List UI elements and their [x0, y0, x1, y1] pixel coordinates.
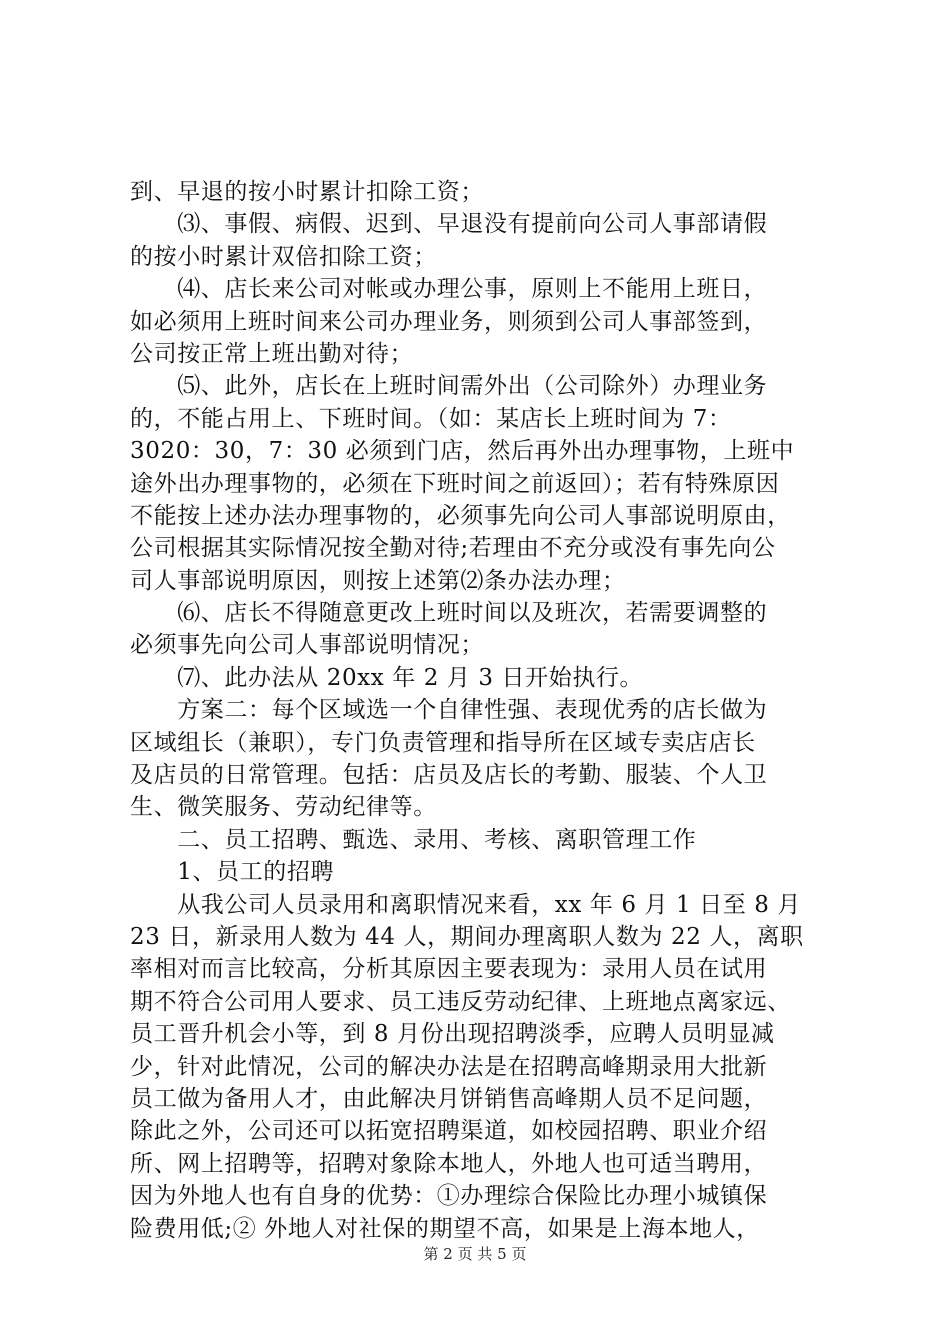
- text-line: 公司按正常上班出勤对待；: [130, 340, 414, 367]
- text-line: 必须事先向公司人事部说明情况；: [130, 632, 484, 659]
- document-body: [130, 176, 850, 1245]
- text-line: ⑹、店长不得随意更改上班时间以及班次，若需要调整的: [130, 600, 768, 627]
- text-line: 的，不能占用上、下班时间。（如：某店长上班时间为 7：: [130, 405, 732, 432]
- text-line: 23 日，新录用人数为 44 人，期间办理离职人数为 22 人，离职: [130, 923, 804, 950]
- text-line: 3020：30，7：30 必须到门店，然后再外出办理事物，上班中: [130, 438, 795, 465]
- text-line: 生、微笑服务、劳动纪律等。: [130, 794, 437, 821]
- text-line: 不能按上述办法办理事物的，必须事先向公司人事部说明原由，: [130, 502, 791, 529]
- section-heading: 二、员工招聘、甄选、录用、考核、离职管理工作: [130, 826, 697, 853]
- text-line: ⑺、此办法从 20xx 年 2 月 3 日开始执行。: [130, 664, 644, 691]
- subsection-heading: 1、员工的招聘: [130, 859, 335, 886]
- text-line: 除此之外，公司还可以拓宽招聘渠道，如校园招聘、职业介绍: [130, 1118, 768, 1145]
- text-line: ⑷、店长来公司对帐或办理公事，原则上不能用上班日，: [130, 276, 768, 303]
- text-line: 所、网上招聘等，招聘对象除本地人，外地人也可适当聘用，: [130, 1150, 768, 1177]
- text-line: 少，针对此情况，公司的解决办法是在招聘高峰期录用大批新: [130, 1053, 768, 1080]
- text-line: ⑶、事假、病假、迟到、早退没有提前向公司人事部请假: [130, 211, 768, 238]
- text-line: 公司根据其实际情况按全勤对待;若理由不充分或没有事先向公: [130, 535, 776, 562]
- text-line: 员工做为备用人才，由此解决月饼销售高峰期人员不足问题，: [130, 1085, 768, 1112]
- text-line: 如必须用上班时间来公司办理业务，则须到公司人事部签到，: [130, 308, 768, 335]
- text-line: 到、早退的按小时累计扣除工资；: [130, 179, 484, 205]
- text-line: 因为外地人也有自身的优势：①办理综合保险比办理小城镇保: [130, 1183, 768, 1210]
- page-number-footer: 第 2 页 共 5 页: [423, 1245, 527, 1263]
- text-line: 区域组长（兼职），专门负责管理和指导所在区域专卖店店长: [130, 729, 756, 756]
- text-line: 期不符合公司用人要求、员工违反劳动纪律、上班地点离家远、: [130, 988, 791, 1015]
- text-line: ⑸、此外，店长在上班时间需外出（公司除外）办理业务: [130, 373, 768, 400]
- text-line: 险费用低;② 外地人对社保的期望不高，如果是上海本地人，: [130, 1215, 760, 1242]
- text-line: 途外出办理事物的，必须在下班时间之前返回）；若有特殊原因: [130, 470, 780, 497]
- text-line: 从我公司人员录用和离职情况来看，xx 年 6 月 1 日至 8 月: [130, 891, 802, 918]
- text-line: 司人事部说明原因，则按上述第⑵条办法办理；: [130, 567, 626, 594]
- text-line: 及店员的日常管理。包括：店员及店长的考勤、服装、个人卫: [130, 762, 768, 789]
- text-line: 的按小时累计双倍扣除工资；: [130, 243, 437, 270]
- text-line: 率相对而言比较高，分析其原因主要表现为：录用人员在试用: [130, 956, 768, 983]
- text-line: 员工晋升机会小等，到 8 月份出现招聘淡季，应聘人员明显减: [130, 1021, 775, 1048]
- text-line: 方案二：每个区域选一个自律性强、表现优秀的店长做为: [130, 697, 768, 724]
